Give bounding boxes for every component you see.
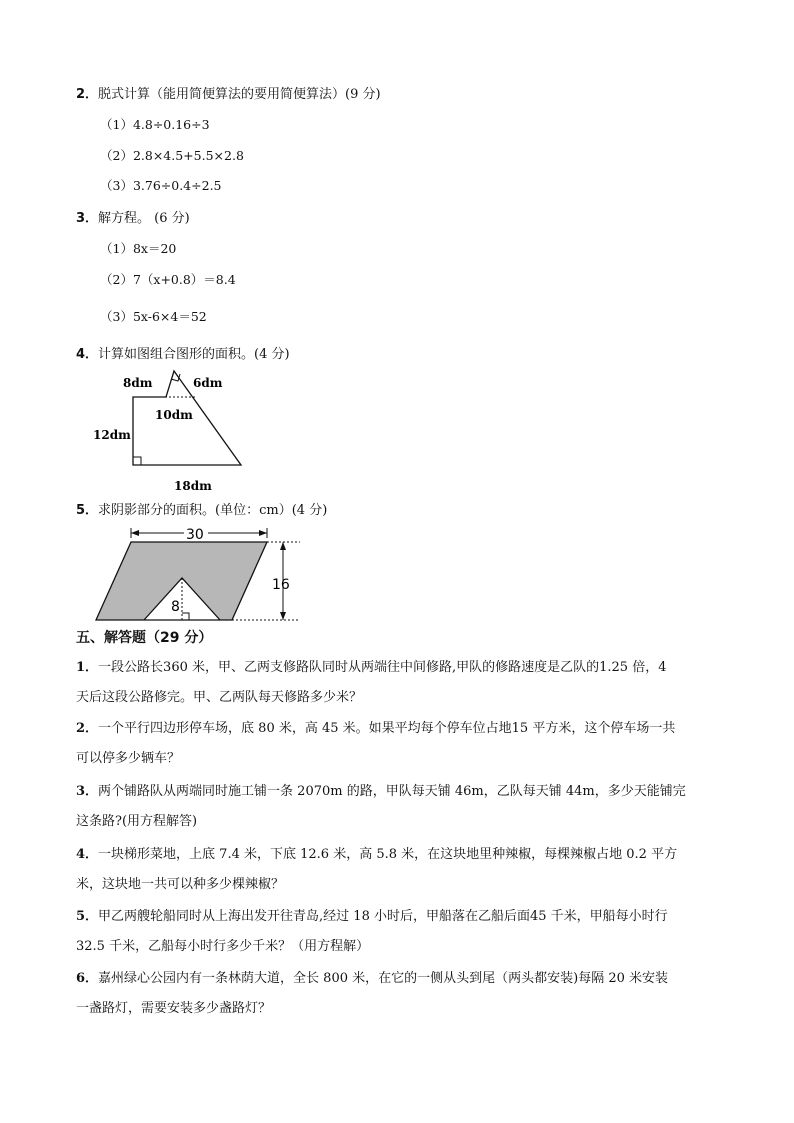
problem-2-continued: 可以停多少辆车？ xyxy=(76,751,181,766)
problem-text: 一个平行四边形停车场，底 80 米，高 45 米。如果平均每个停车位占地15 平方米，这个停车场一共 xyxy=(98,721,676,736)
problem-number: 1． xyxy=(76,660,99,675)
problem-number: 5． xyxy=(76,909,99,924)
sub-item: （1）8x＝20 xyxy=(100,241,177,256)
arrow-head xyxy=(280,542,286,550)
problem-6 xyxy=(76,967,668,986)
problem-text: 一段公路长360 米，甲、乙两支修路队同时从两端往中间修路,甲队的修路速度是乙队的1.25 倍，4 xyxy=(98,660,667,675)
question-text: 解方程。 (6 分) xyxy=(98,211,190,226)
sub-item: （2）7（x+0.8）＝8.4 xyxy=(100,272,236,287)
problem-number: 6． xyxy=(76,971,99,986)
problem-6-continued: 一盏路灯，需要安装多少盏路灯？ xyxy=(76,1001,272,1016)
problem-text: 甲乙两艘轮船同时从上海出发开往青岛,经过 18 小时后，甲船落在乙船后面45 千米，甲船每小时行 xyxy=(98,909,668,924)
problem-number: 3． xyxy=(76,784,99,799)
problem-5-continued: 32.5 千米，乙船每小时行多少千米？（用方程解） xyxy=(76,939,370,954)
question-number: 3． xyxy=(76,211,99,226)
question-text: 计算如图组合图形的面积。(4 分) xyxy=(98,347,290,362)
problem-4-continued: 米，这块地一共可以种多少棵辣椒？ xyxy=(76,877,285,892)
shaded-region xyxy=(96,542,267,620)
problem-number: 2． xyxy=(76,721,99,736)
section-title: 五、解答题（29 分） xyxy=(76,630,213,646)
problem-4 xyxy=(76,843,677,862)
problem-1-continued: 天后这段公路修完。甲、乙两队每天修路多少米？ xyxy=(76,690,363,705)
sub-item: （2）2.8×4.5+5.5×2.8 xyxy=(100,148,244,163)
label-top: 8dm xyxy=(123,376,153,390)
label-top-length: 30 xyxy=(186,527,204,543)
question-number: 5． xyxy=(76,503,99,518)
right-angle-mark xyxy=(133,457,141,465)
label-inner-height: 8 xyxy=(171,599,180,615)
problem-2 xyxy=(76,717,675,736)
right-angle-mark xyxy=(182,613,189,620)
question-number: 2． xyxy=(76,87,99,102)
question-text: 求阴影部分的面积。(单位：cm）(4 分) xyxy=(98,503,328,518)
label-slant: 6dm xyxy=(193,376,223,390)
label-height: 16 xyxy=(272,577,290,593)
arrow-head xyxy=(259,530,267,536)
problem-1 xyxy=(76,656,666,675)
question-5 xyxy=(76,499,327,518)
problem-text: 两个铺路队从两端同时施工铺一条 2070m 的路，甲队每天铺 46m，乙队每天铺 44m，多少天能铺完 xyxy=(98,784,686,799)
arrow-head xyxy=(131,530,139,536)
problem-text: 嘉州绿心公园内有一条林荫大道，全长 800 米，在它的一侧从头到尾（两头都安装)每隔 20 米安装 xyxy=(98,971,669,986)
arrow-head xyxy=(280,612,286,620)
problem-3-continued: 这条路?(用方程解答) xyxy=(76,814,198,829)
label-left: 12dm xyxy=(93,428,131,442)
label-bottom: 18dm xyxy=(174,479,212,493)
question-text: 脱式计算（能用简便算法的要用简便算法）(9 分) xyxy=(98,87,381,102)
problem-5 xyxy=(76,905,668,924)
label-inner: 10dm xyxy=(155,408,193,422)
problem-text: 一块梯形菜地，上底 7.4 米，下底 12.6 米，高 5.8 米，在这块地里种辣椒，每棵辣椒占地 0.2 平方 xyxy=(98,847,678,862)
sub-item: （3）5x-6×4＝52 xyxy=(100,309,207,324)
problem-number: 4． xyxy=(76,847,99,862)
problem-3 xyxy=(76,780,686,799)
question-number: 4． xyxy=(76,347,99,362)
sub-item: （1）4.8÷0.16÷3 xyxy=(100,117,210,132)
sub-item: （3）3.76÷0.4÷2.5 xyxy=(100,178,222,193)
